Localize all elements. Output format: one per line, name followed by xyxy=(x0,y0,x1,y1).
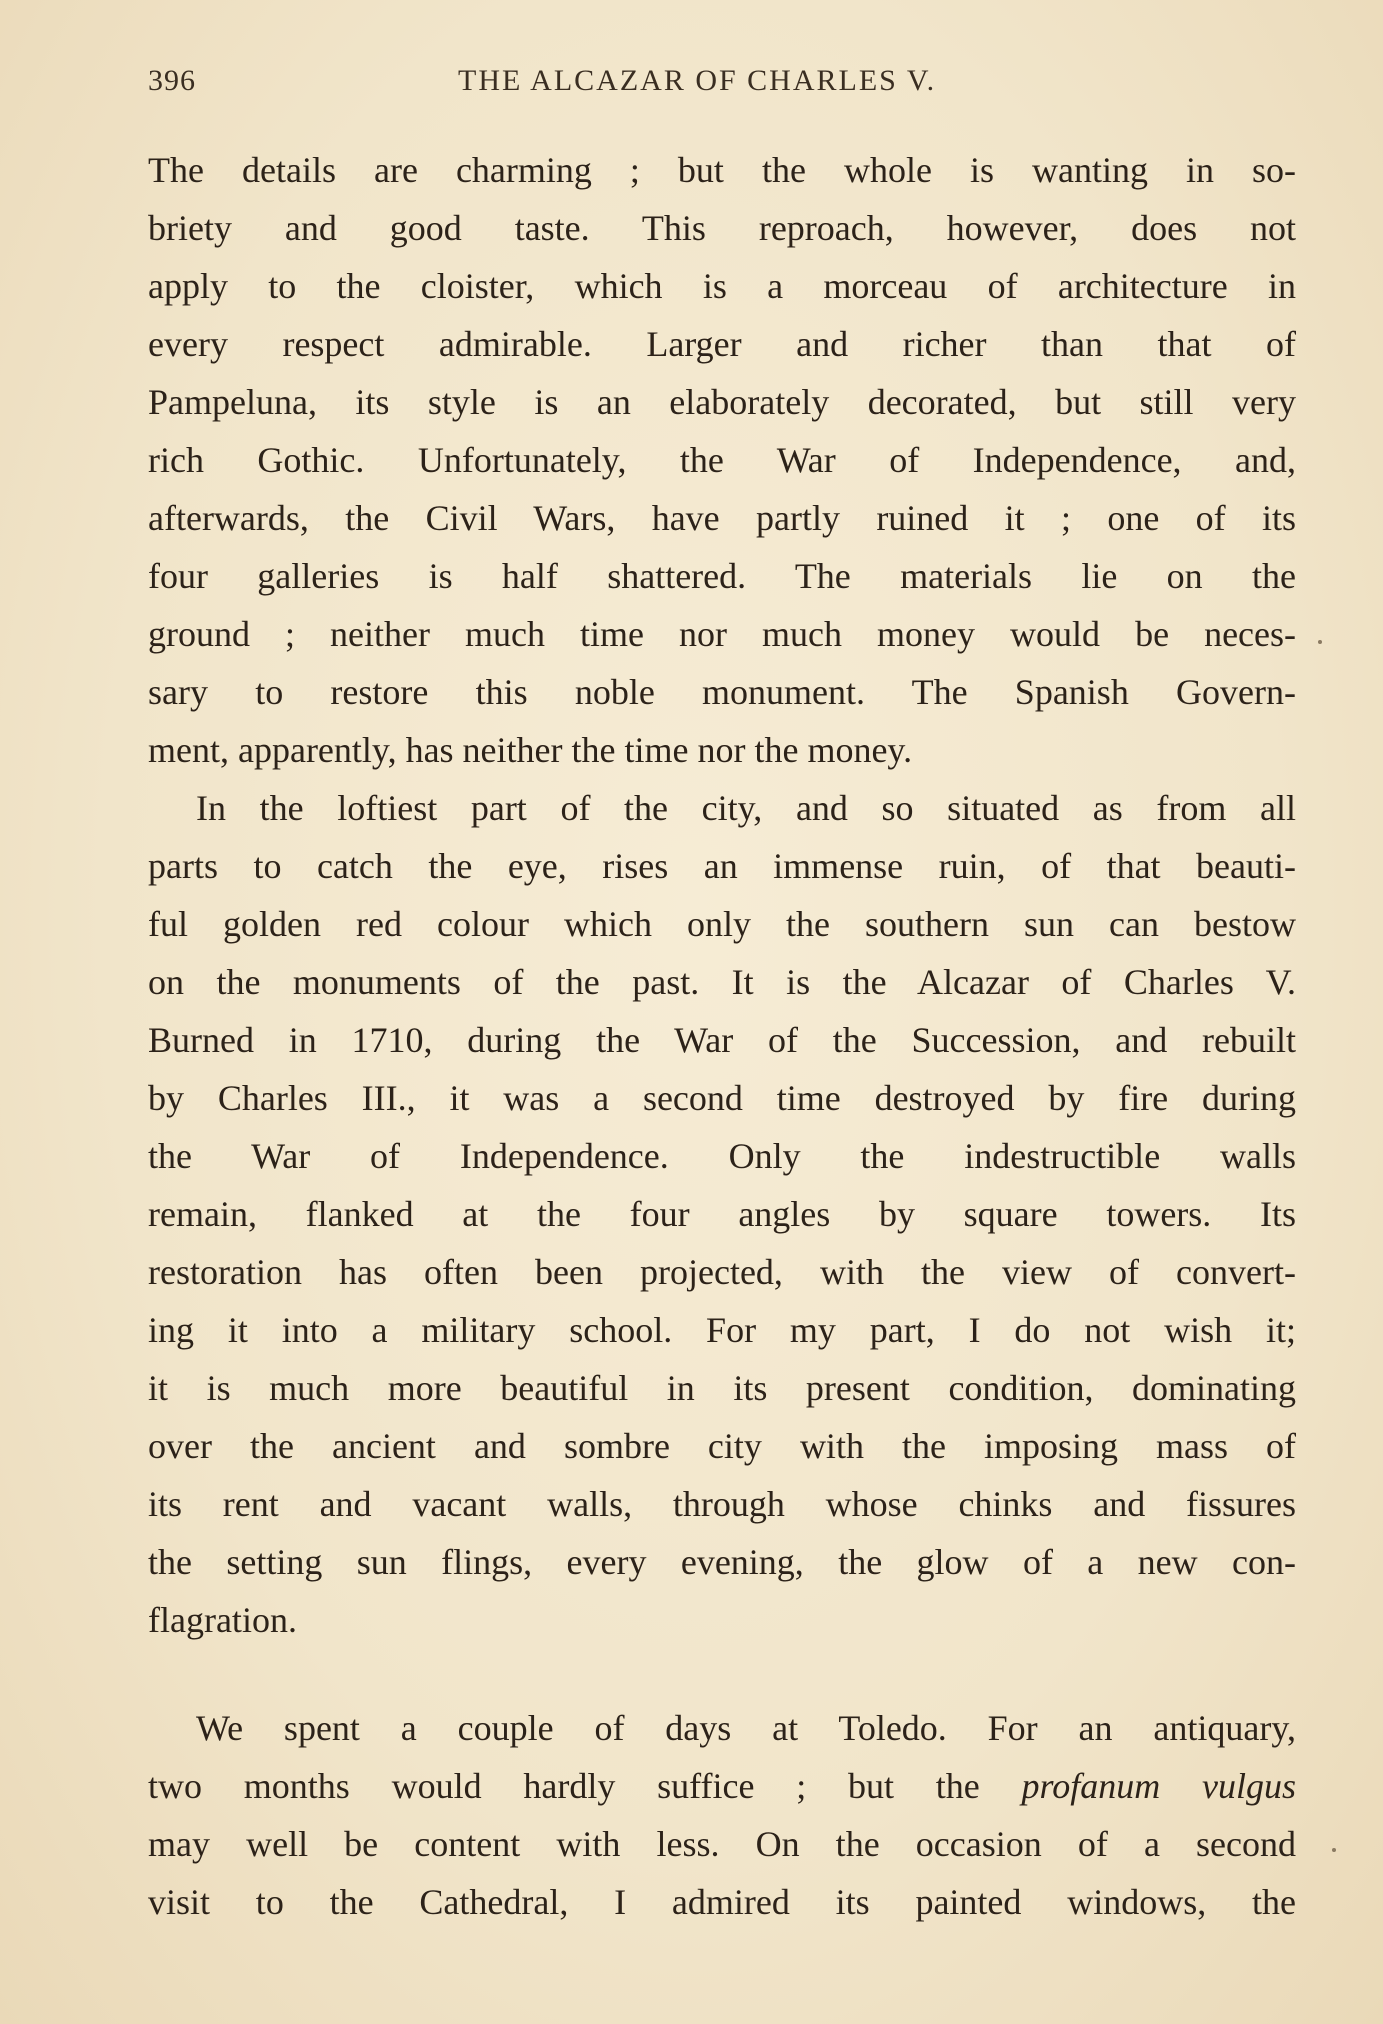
text-run: two months would hardly suffice ; but the xyxy=(148,1766,1022,1806)
paper-speck xyxy=(1318,640,1322,644)
text-line: four galleries is half shattered. The materials lie on the xyxy=(148,556,1296,596)
text-line: remain, flanked at the four angles by square towers. Its xyxy=(148,1194,1296,1234)
text-line: apply to the cloister, which is a morceau of architecture in xyxy=(148,266,1296,306)
text-line: ing it into a military school. For my part, I do not wish it; xyxy=(148,1310,1296,1350)
running-title: THE ALCAZAR OF CHARLES V. xyxy=(458,64,937,97)
text-line: Pampeluna, its style is an elaborately decorated, but still very xyxy=(148,382,1296,422)
text-line: every respect admirable. Larger and richer than that of xyxy=(148,324,1296,364)
italic-phrase: profanum vulgus xyxy=(1021,1766,1296,1806)
text-line: ground ; neither much time nor much money would be neces- xyxy=(148,614,1296,654)
text-line: visit to the Cathedral, I admired its painted windows, the xyxy=(148,1882,1296,1922)
text-line xyxy=(148,1764,1296,1808)
text-line: its rent and vacant walls, through whose chinks and fissures xyxy=(148,1484,1296,1524)
text-line: by Charles III., it was a second time destroyed by fire during xyxy=(148,1078,1296,1118)
text-line: Burned in 1710, during the War of the Succession, and rebuilt xyxy=(148,1020,1296,1060)
page-header xyxy=(148,64,1303,108)
text-line: ment, apparently, has neither the time nor the money. xyxy=(148,730,913,770)
text-line: rich Gothic. Unfortunately, the War of Independence, and, xyxy=(148,440,1296,480)
text-line: ful golden red colour which only the southern sun can bestow xyxy=(148,904,1296,944)
paper-speck xyxy=(1332,1848,1336,1852)
text-line: We spent a couple of days at Toledo. For an antiquary, xyxy=(196,1708,1296,1748)
text-line: The details are charming ; but the whole is wanting in so- xyxy=(148,150,1296,190)
text-line: it is much more beautiful in its present condition, dominating xyxy=(148,1368,1296,1408)
text-line: briety and good taste. This reproach, however, does not xyxy=(148,208,1296,248)
text-line: on the monuments of the past. It is the Alcazar of Charles V. xyxy=(148,962,1296,1002)
text-line: may well be content with less. On the occasion of a second xyxy=(148,1824,1296,1864)
text-line: flagration. xyxy=(148,1600,297,1640)
page-number: 396 xyxy=(148,64,196,97)
text-line: sary to restore this noble monument. The Spanish Govern- xyxy=(148,672,1296,712)
text-line: the War of Independence. Only the indestructible walls xyxy=(148,1136,1296,1176)
text-line: parts to catch the eye, rises an immense ruin, of that beauti- xyxy=(148,846,1296,886)
text-line: over the ancient and sombre city with the imposing mass of xyxy=(148,1426,1296,1466)
text-line: afterwards, the Civil Wars, have partly ruined it ; one of its xyxy=(148,498,1296,538)
text-line: the setting sun flings, every evening, the glow of a new con- xyxy=(148,1542,1296,1582)
text-line: restoration has often been projected, with the view of convert- xyxy=(148,1252,1296,1292)
text-line: In the loftiest part of the city, and so situated as from all xyxy=(196,788,1296,828)
